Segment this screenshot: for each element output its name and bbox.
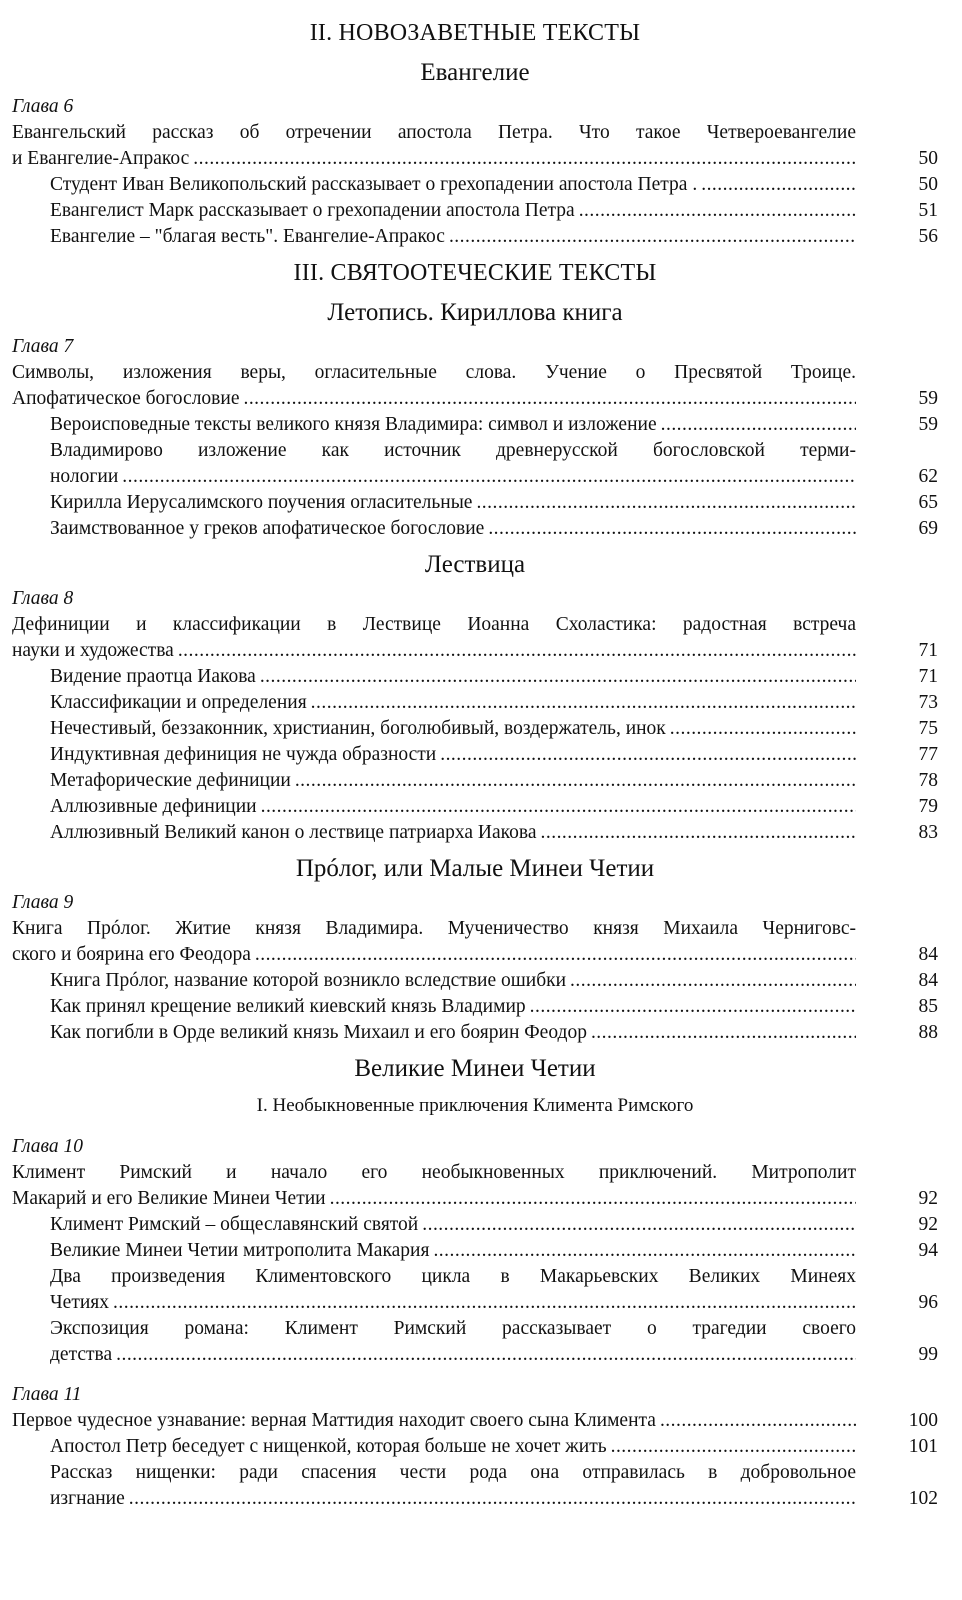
- page-number: 79: [918, 796, 938, 817]
- page-number: 71: [918, 640, 938, 661]
- toc-entry[interactable]: [12, 768, 938, 794]
- toc-entry[interactable]: [12, 198, 938, 224]
- dot-leader: [433, 1238, 856, 1264]
- page-number: 65: [918, 492, 938, 513]
- dot-leader: [541, 820, 856, 846]
- dot-leader: [260, 664, 856, 690]
- entry-text: Великие Минеи Четии митрополита Макария: [50, 1240, 430, 1261]
- page-number: 100: [908, 1410, 938, 1431]
- page-number: 75: [918, 718, 938, 739]
- toc-entry[interactable]: [12, 794, 938, 820]
- entry-text: Кирилла Иерусалимского поучения огласительные: [50, 492, 473, 513]
- entry-text: Апостол Петр беседует с нищенкой, которая больше не хочет жить: [50, 1436, 607, 1457]
- page-number: 99: [918, 1344, 938, 1365]
- dot-leader: [670, 716, 856, 742]
- entry-text: Как принял крещение великий киевский князь Владимир: [50, 996, 526, 1017]
- chapter-7: [12, 334, 938, 542]
- part-title-new-testament: II. НОВОЗАВЕТНЫЕ ТЕКСТЫ: [309, 20, 641, 46]
- dot-leader: [255, 942, 856, 968]
- toc-entry[interactable]: [12, 120, 938, 172]
- chapter-label: Глава 9: [12, 892, 74, 913]
- page-number: 51: [918, 200, 938, 221]
- entry-text: Индуктивная дефиниция не чужда образности: [50, 744, 437, 765]
- page-number: 77: [918, 744, 938, 765]
- page-number: 84: [918, 944, 938, 965]
- dot-leader: [579, 198, 856, 224]
- page-number: 83: [918, 822, 938, 843]
- dot-leader: [530, 994, 856, 1020]
- page-number: 92: [918, 1214, 938, 1235]
- entry-text: изгнание: [50, 1488, 125, 1509]
- page-number: 94: [918, 1240, 938, 1261]
- page-number: 102: [908, 1488, 938, 1509]
- chapter-10: [12, 1134, 938, 1368]
- toc-entry[interactable]: [12, 438, 938, 490]
- chapter-8: [12, 586, 938, 846]
- dot-leader: [611, 1434, 856, 1460]
- part-title-patristic: III. СВЯТООТЕЧЕСКИЕ ТЕКСТЫ: [293, 260, 657, 286]
- entry-text: Книга Прóлог. Житие князя Владимира. Мученичество князя Михаила Черниговс-: [12, 918, 856, 939]
- page-number: 71: [918, 666, 938, 687]
- entry-text: Заимствованное у греков апофатическое богословие: [50, 518, 485, 539]
- section-title-gospel: Евангелие: [420, 59, 530, 86]
- entry-text: Два произведения Климентовского цикла в Макарьевских Великих Минеях: [50, 1266, 856, 1287]
- dot-leader: [660, 1408, 856, 1434]
- section-title-prologue: Прóлог, или Малые Минеи Четии: [295, 855, 655, 882]
- toc-entry[interactable]: [12, 968, 938, 994]
- toc-entry[interactable]: [12, 916, 938, 968]
- entry-text: Владимирово изложение как источник древнерусской богословской терми-: [50, 440, 856, 461]
- dot-leader: [701, 172, 856, 198]
- dot-leader: [178, 638, 856, 664]
- dot-leader: [488, 516, 856, 542]
- chapter-label: Глава 7: [12, 336, 74, 357]
- page-number: 88: [918, 1022, 938, 1043]
- section-title-ladder: Лествица: [424, 551, 526, 578]
- toc-entry[interactable]: [12, 172, 938, 198]
- entry-text: Аллюзивный Великий канон о лествице патриарха Иакова: [50, 822, 537, 843]
- entry-text: и Евангелие-Апракос: [12, 148, 190, 169]
- entry-text: детства: [50, 1344, 113, 1365]
- page-number: 96: [918, 1292, 938, 1313]
- page-number: 101: [908, 1436, 938, 1457]
- toc-entry[interactable]: [12, 664, 938, 690]
- page-number: 78: [918, 770, 938, 791]
- entry-text: Климент Римский – общеславянский святой: [50, 1214, 419, 1235]
- entry-text: нологии: [50, 466, 119, 487]
- toc-entry[interactable]: [12, 1238, 938, 1264]
- dot-leader: [311, 690, 856, 716]
- page-number: 92: [918, 1188, 938, 1209]
- entry-text: Евангелие – "благая весть". Евангелие-Апракос: [50, 226, 445, 247]
- page-number: 73: [918, 692, 938, 713]
- toc-entry[interactable]: [12, 1264, 938, 1316]
- dot-leader: [122, 464, 856, 490]
- entry-text: Рассказ нищенки: ради спасения чести рода она отправилась в добровольное: [50, 1462, 856, 1483]
- page-number: 59: [918, 388, 938, 409]
- toc-entry[interactable]: [12, 1408, 938, 1434]
- entry-text: Евангелист Марк рассказывает о грехопадении апостола Петра: [50, 200, 575, 221]
- dot-leader: [295, 768, 856, 794]
- entry-text: Как погибли в Орде великий князь Михаил и его боярин Феодор: [50, 1022, 587, 1043]
- chapter-label: Глава 10: [12, 1136, 84, 1157]
- section-title-chronicle: Летопись. Кириллова книга: [327, 299, 623, 326]
- entry-text: Вероисповедные тексты великого князя Владимира: символ и изложение: [50, 414, 657, 435]
- entry-text: Первое чудесное узнавание: верная Маттидия находит своего сына Климента: [12, 1410, 656, 1431]
- chapter-label: Глава 11: [12, 1384, 82, 1405]
- entry-text: Классификации и определения: [50, 692, 307, 713]
- dot-leader: [661, 412, 856, 438]
- toc-entry[interactable]: [12, 690, 938, 716]
- toc-entry[interactable]: [12, 820, 938, 846]
- dot-leader: [449, 224, 856, 250]
- entry-text: науки и художества: [12, 640, 174, 661]
- dot-leader: [422, 1212, 856, 1238]
- toc-entry[interactable]: [12, 1316, 938, 1368]
- toc-entry[interactable]: [12, 994, 938, 1020]
- toc-entry[interactable]: [12, 1160, 938, 1212]
- chapter-label: Глава 6: [12, 96, 74, 117]
- dot-leader: [113, 1290, 856, 1316]
- dot-leader: [570, 968, 856, 994]
- toc-entry[interactable]: [12, 1212, 938, 1238]
- toc-entry[interactable]: [12, 612, 938, 664]
- toc-entry[interactable]: [12, 716, 938, 742]
- toc-entry[interactable]: [12, 224, 938, 250]
- entry-text: Макарий и его Великие Минеи Четии: [12, 1188, 326, 1209]
- toc-entry[interactable]: [12, 1020, 938, 1046]
- chapter-label: Глава 8: [12, 588, 74, 609]
- chapter-6: [12, 94, 938, 250]
- page-number: 59: [918, 414, 938, 435]
- toc-entry[interactable]: [12, 360, 938, 412]
- dot-leader: [129, 1486, 856, 1512]
- section-subtitle: I. Необыкновенные приключения Климента Римского: [256, 1095, 694, 1116]
- entry-text: Четиях: [50, 1292, 110, 1313]
- toc-entry[interactable]: [12, 490, 938, 516]
- entry-text: Дефиниции и классификации в Лествице Иоанна Схоластика: радостная встреча: [12, 614, 856, 635]
- entry-text: Видение праотца Иакова: [50, 666, 256, 687]
- toc-entry[interactable]: [12, 1434, 938, 1460]
- page-number: 84: [918, 970, 938, 991]
- entry-text: Аллюзивные дефиниции: [50, 796, 257, 817]
- chapter-11: [12, 1382, 938, 1512]
- dot-leader: [476, 490, 856, 516]
- entry-text: Апофатическое богословие: [12, 388, 240, 409]
- page-number: 50: [918, 148, 938, 169]
- page-number: 85: [918, 996, 938, 1017]
- dot-leader: [116, 1342, 856, 1368]
- page-number: 62: [918, 466, 938, 487]
- dot-leader: [193, 146, 856, 172]
- dot-leader: [261, 794, 856, 820]
- entry-text: Экспозиция романа: Климент Римский рассказывает о трагедии своего: [50, 1318, 856, 1339]
- entry-text: Книга Прóлог, название которой возникло вследствие ошибки: [50, 970, 567, 991]
- entry-text: Климент Римский и начало его необыкновенных приключений. Митрополит: [12, 1162, 856, 1183]
- toc-entry[interactable]: [12, 742, 938, 768]
- section-title-great-menaion: Великие Минеи Четии: [354, 1055, 596, 1082]
- page-number: 69: [918, 518, 938, 539]
- entry-text: Нечестивый, беззаконник, христианин, боголюбивый, воздержатель, инок: [50, 718, 666, 739]
- page-number: 50: [918, 174, 938, 195]
- entry-text: ского и боярина его Феодора: [12, 944, 251, 965]
- chapter-9: [12, 890, 938, 1046]
- entry-text: Символы, изложения веры, огласительные слова. Учение о Пресвятой Троице.: [12, 362, 856, 383]
- page-number: 56: [918, 226, 938, 247]
- dot-leader: [591, 1020, 856, 1046]
- entry-text: Студент Иван Великопольский рассказывает о грехопадении апостола Петра .: [50, 174, 698, 195]
- entry-text: Евангельский рассказ об отречении апостола Петра. Что такое Четвероевангелие: [12, 122, 856, 143]
- toc-entry[interactable]: [12, 1460, 938, 1512]
- toc-entry[interactable]: [12, 516, 938, 542]
- dot-leader: [243, 386, 856, 412]
- dot-leader: [330, 1186, 856, 1212]
- entry-text: Метафорические дефиниции: [50, 770, 291, 791]
- dot-leader: [440, 742, 856, 768]
- toc-entry[interactable]: [12, 412, 938, 438]
